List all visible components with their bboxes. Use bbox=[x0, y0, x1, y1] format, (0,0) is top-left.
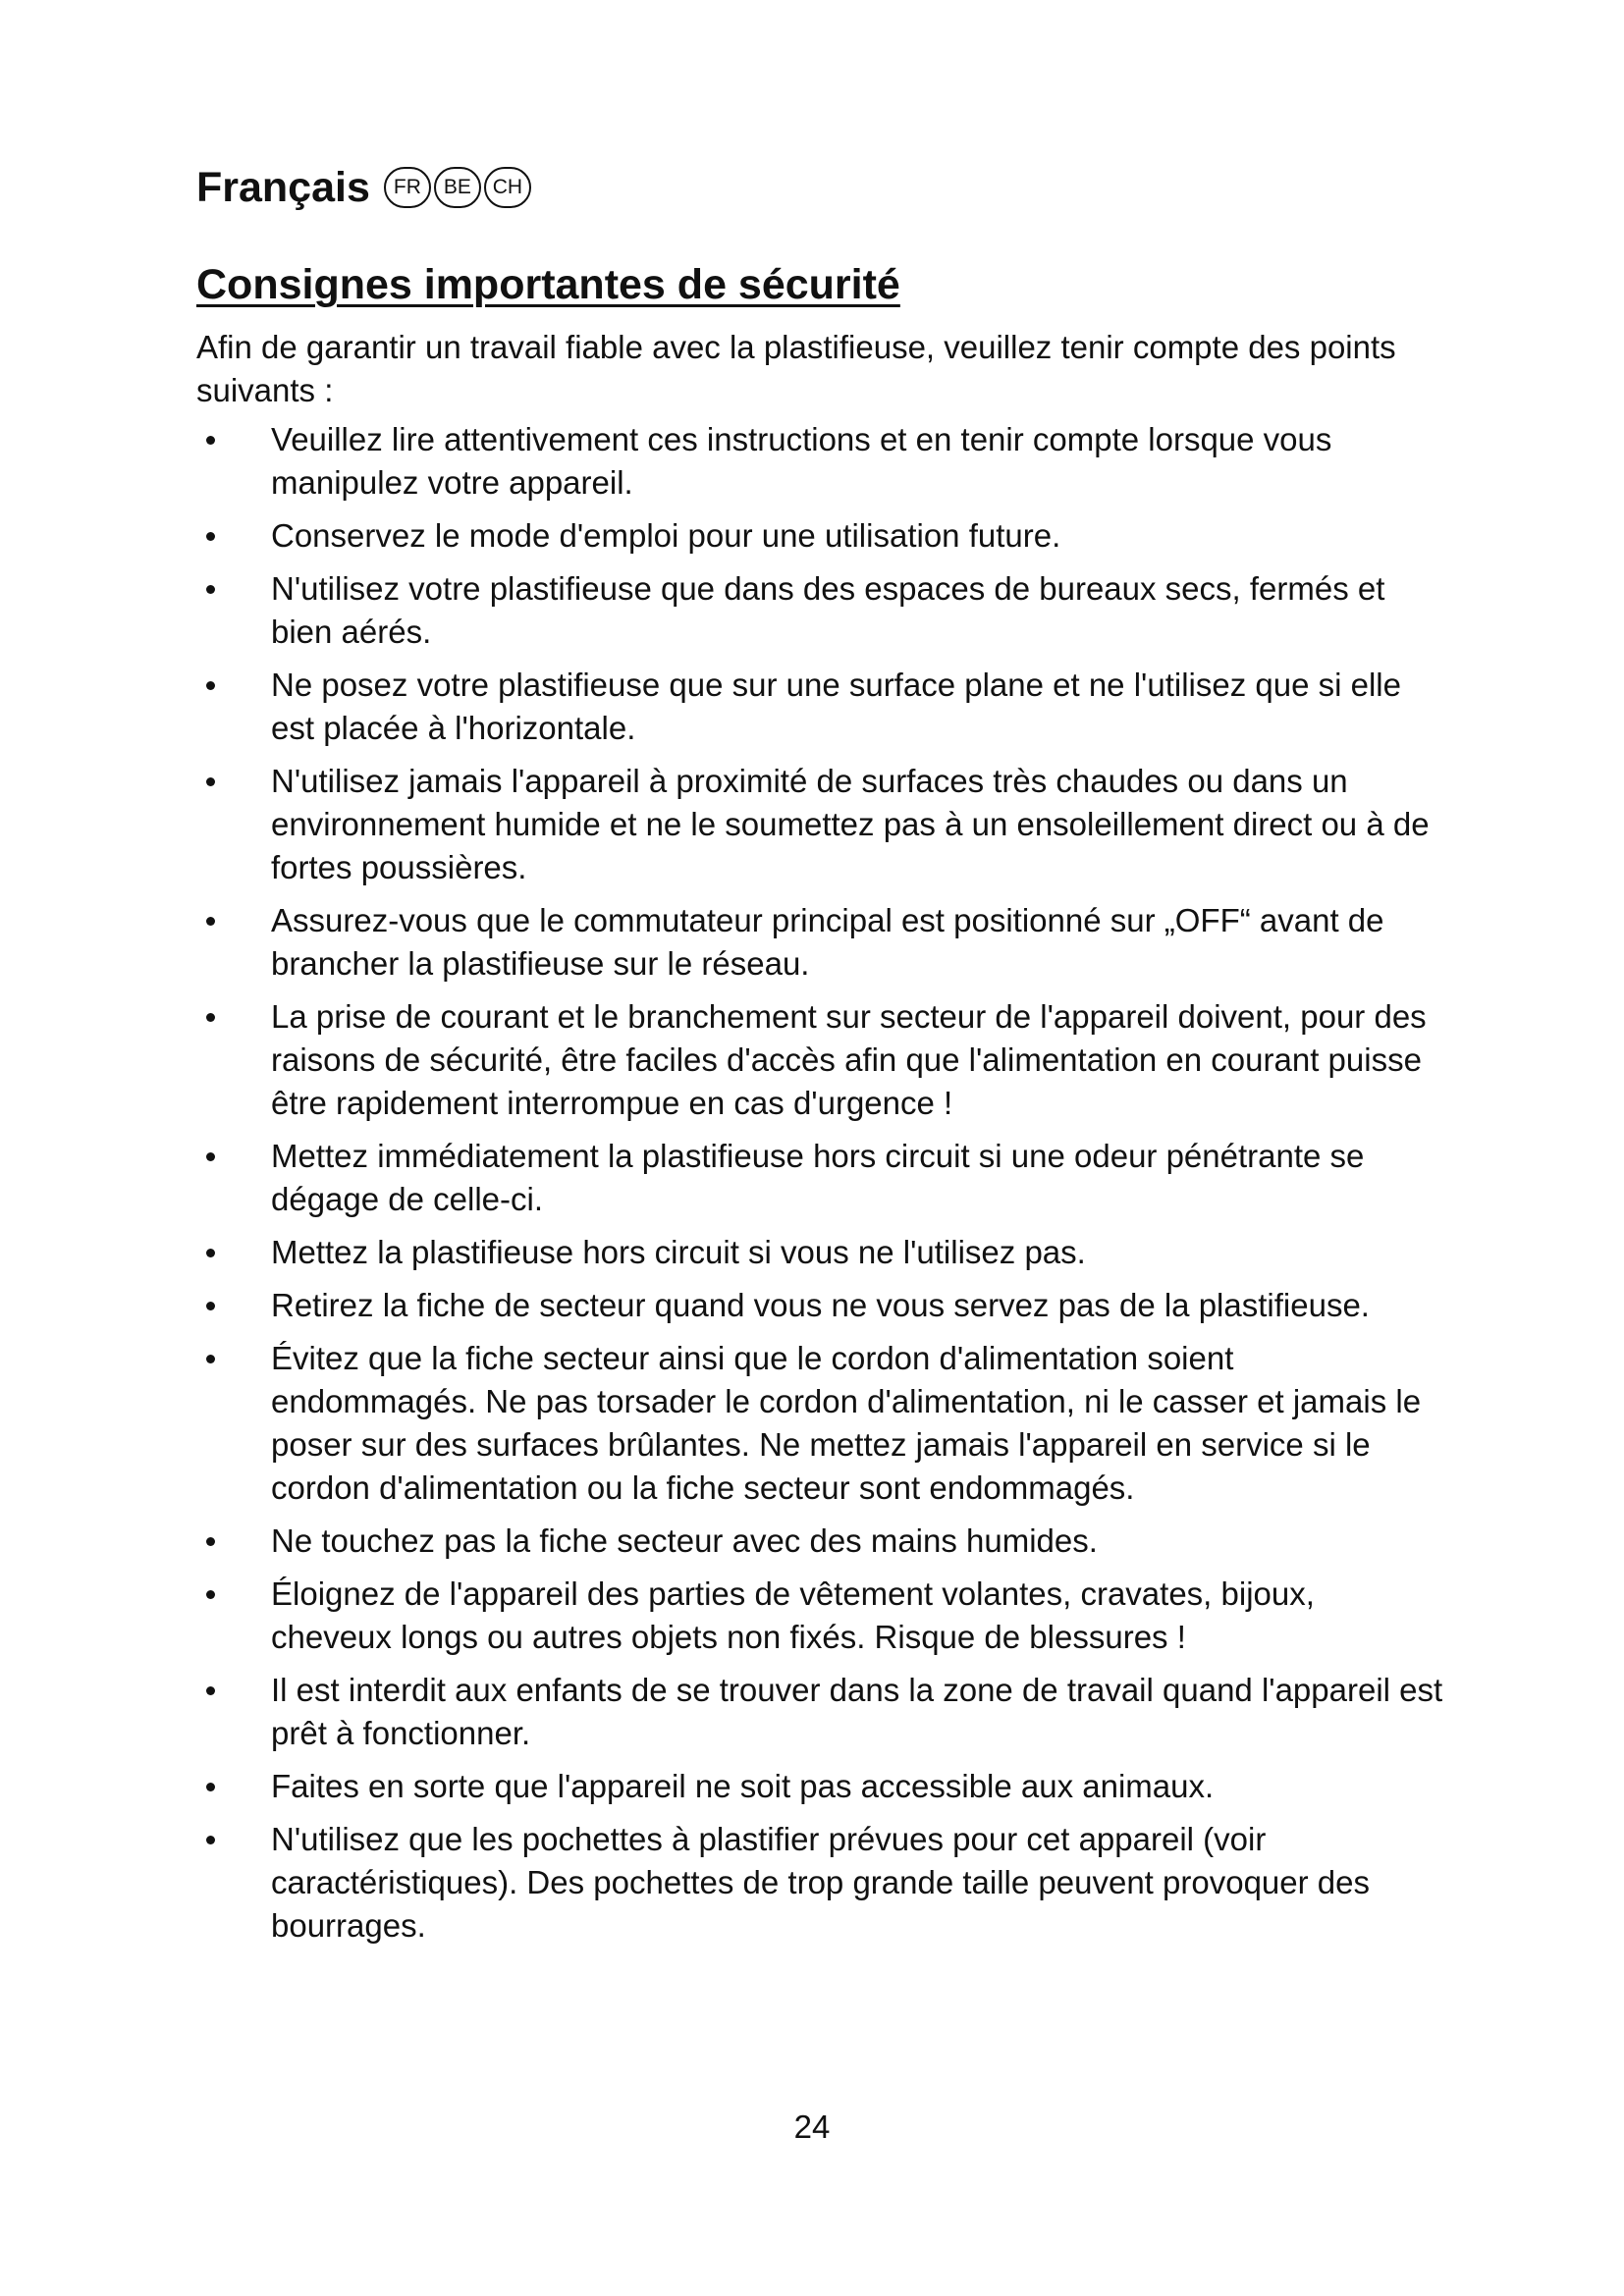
bullet-icon bbox=[206, 532, 215, 541]
list-item bbox=[196, 1669, 1443, 1755]
bullet-icon bbox=[206, 917, 215, 926]
safety-rules-list bbox=[196, 418, 1443, 1948]
list-item bbox=[196, 514, 1443, 558]
bullet-icon bbox=[206, 1590, 215, 1599]
list-item-text: N'utilisez jamais l'appareil à proximité de surfaces très chaudes ou dans un environnement humide et ne le soumettez pas à un ensoleillement direct ou à de fortes poussières. bbox=[271, 763, 1430, 885]
list-item bbox=[196, 1135, 1443, 1221]
bullet-icon bbox=[206, 1537, 215, 1546]
list-item bbox=[196, 1818, 1443, 1948]
list-item-text: Veuillez lire attentivement ces instructions et en tenir compte lorsque vous manipulez votre appareil. bbox=[271, 421, 1332, 501]
list-item-text: Ne touchez pas la fiche secteur avec des mains humides. bbox=[271, 1522, 1098, 1559]
list-item-text: Conservez le mode d'emploi pour une utilisation future. bbox=[271, 517, 1061, 554]
country-badge-ch: CH bbox=[484, 167, 531, 208]
bullet-icon bbox=[206, 1013, 215, 1022]
bullet-icon bbox=[206, 1686, 215, 1695]
country-badge-fr: FR bbox=[384, 167, 431, 208]
bullet-icon bbox=[206, 1355, 215, 1363]
bullet-icon bbox=[206, 585, 215, 594]
list-item-text: Il est interdit aux enfants de se trouver dans la zone de travail quand l'appareil est prêt à fonctionner. bbox=[271, 1672, 1443, 1751]
list-item-text: La prise de courant et le branchement sur secteur de l'appareil doivent, pour des raisons de sécurité, être faciles d'accès afin que l'alimentation en courant puisse être rapidement interrompue en cas d'urgence ! bbox=[271, 998, 1427, 1121]
section-title: Consignes importantes de sécurité bbox=[196, 261, 900, 308]
intro-paragraph: Afin de garantir un travail fiable avec la plastifieuse, veuillez tenir compte des points suivants : bbox=[196, 329, 1396, 408]
bullet-icon bbox=[206, 436, 215, 445]
list-item bbox=[196, 567, 1443, 654]
bullet-icon bbox=[206, 777, 215, 786]
list-item-text: Éloignez de l'appareil des parties de vêtement volantes, cravates, bijoux, cheveux longs ou autres objets non fixés. Risque de blessures ! bbox=[271, 1575, 1315, 1655]
language-title: Français bbox=[196, 163, 370, 211]
list-item bbox=[196, 1284, 1443, 1327]
bullet-icon bbox=[206, 1302, 215, 1310]
list-item-text: N'utilisez votre plastifieuse que dans des espaces de bureaux secs, fermés et bien aérés. bbox=[271, 570, 1385, 650]
page-number: 24 bbox=[793, 2109, 831, 2145]
list-item bbox=[196, 1337, 1443, 1510]
bullet-icon bbox=[206, 681, 215, 690]
list-item bbox=[196, 899, 1443, 986]
list-item-text: Évitez que la fiche secteur ainsi que le cordon d'alimentation soient endommagés. Ne pas torsader le cordon d'alimentation, ni le casser et jamais le poser sur des surfaces brûlantes. Ne mettez jamais l'appareil en service si le cordon d'alimentation ou la fiche secteur sont endommagés. bbox=[271, 1340, 1422, 1506]
list-item-text: N'utilisez que les pochettes à plastifier prévues pour cet appareil (voir caractéristiques). Des pochettes de trop grande taille peuvent provoquer des bourrages. bbox=[271, 1821, 1370, 1944]
bullet-icon bbox=[206, 1152, 215, 1161]
list-item bbox=[196, 1573, 1443, 1659]
list-item bbox=[196, 1231, 1443, 1274]
bullet-icon bbox=[206, 1249, 215, 1257]
list-item bbox=[196, 1765, 1443, 1808]
list-item-text: Ne posez votre plastifieuse que sur une surface plane et ne l'utilisez que si elle est placée à l'horizontale. bbox=[271, 667, 1401, 746]
list-item-text: Mettez la plastifieuse hors circuit si vous ne l'utilisez pas. bbox=[271, 1234, 1086, 1270]
list-item-text: Faites en sorte que l'appareil ne soit pas accessible aux animaux. bbox=[271, 1768, 1215, 1804]
list-item bbox=[196, 760, 1443, 889]
country-badges bbox=[384, 167, 534, 208]
list-item bbox=[196, 995, 1443, 1125]
list-item bbox=[196, 1520, 1443, 1563]
bullet-icon bbox=[206, 1783, 215, 1791]
list-item bbox=[196, 418, 1443, 505]
list-item bbox=[196, 664, 1443, 750]
language-heading bbox=[196, 157, 1443, 218]
document-page bbox=[196, 157, 1443, 1957]
list-item-text: Assurez-vous que le commutateur principal est positionné sur „OFF“ avant de brancher la plastifieuse sur le réseau. bbox=[271, 902, 1384, 982]
country-badge-be: BE bbox=[434, 167, 481, 208]
list-item-text: Mettez immédiatement la plastifieuse hors circuit si une odeur pénétrante se dégage de celle-ci. bbox=[271, 1138, 1365, 1217]
bullet-icon bbox=[206, 1836, 215, 1844]
list-item-text: Retirez la fiche de secteur quand vous ne vous servez pas de la plastifieuse. bbox=[271, 1287, 1370, 1323]
